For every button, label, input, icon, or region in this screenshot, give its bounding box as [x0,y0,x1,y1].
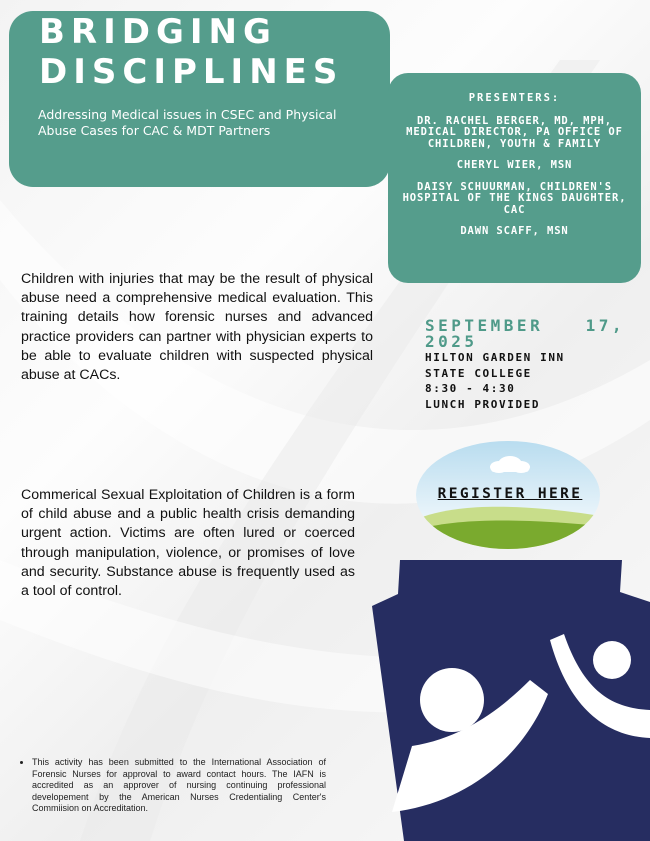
keystone-people-logo-icon [372,560,650,841]
event-details [425,318,625,412]
event-time: 8:30 - 4:30 [425,382,516,395]
presenters-panel [388,73,641,283]
venue-name: HILTON GARDEN INN [425,351,565,364]
physical-abuse-paragraph: Children with injuries that may be the result of physical abuse need a comprehensive medical evaluation. This training details how forensic nurses and advanced practice providers can partner with physician experts to be able to evaluate children with suspected physical abuse at CACs. [21,271,373,384]
subtitle: Addressing Medical issues in CSEC and Physical Abuse Cases for CAC & MDT Partners [38,107,337,138]
presenters-heading: PRESENTERS: [468,92,561,104]
title-panel [9,11,390,187]
accreditation-note [20,757,326,815]
accreditation-text: • This activity has been submitted to the International Association of Forensic Nurses for approval to award contact hours. The IAFN is accredited as an approver of nursing continuing professional developement by the American Nurses Credentialing Center's Commiision on Accreditation. [32,757,326,815]
event-year: 2025 [425,332,478,351]
presenter-item: DAWN SCAFF, MSN [460,225,569,237]
register-button[interactable]: REGISTER HERE [437,486,583,502]
title-line-1: BRIDGING [39,12,277,52]
presenter-item: DR. RACHEL BERGER, MD, MPH, MEDICAL DIRECTOR, PA OFFICE OF CHILDREN, YOUTH & FAMILY [406,114,623,150]
lunch-note: LUNCH PROVIDED [425,397,541,411]
venue-city: STATE COLLEGE [425,366,532,380]
presenter-item: DAISY SCHUURMAN, CHILDREN'S HOSPITAL OF THE KINGS DAUGHTER, CAC [402,180,627,216]
csec-paragraph: Commerical Sexual Exploitation of Children is a form of child abuse and a public health crisis demanding urgent action. Victims are often lured or coerced through manipulation, violence, or promises of love and security. Substance abuse is frequently used as a tool of control. [21,487,355,600]
presenter-item: CHERYL WIER, MSN [456,159,573,171]
title-line-2: DISCIPLINES [39,52,344,92]
event-date: SEPTEMBER 17, [425,316,625,335]
